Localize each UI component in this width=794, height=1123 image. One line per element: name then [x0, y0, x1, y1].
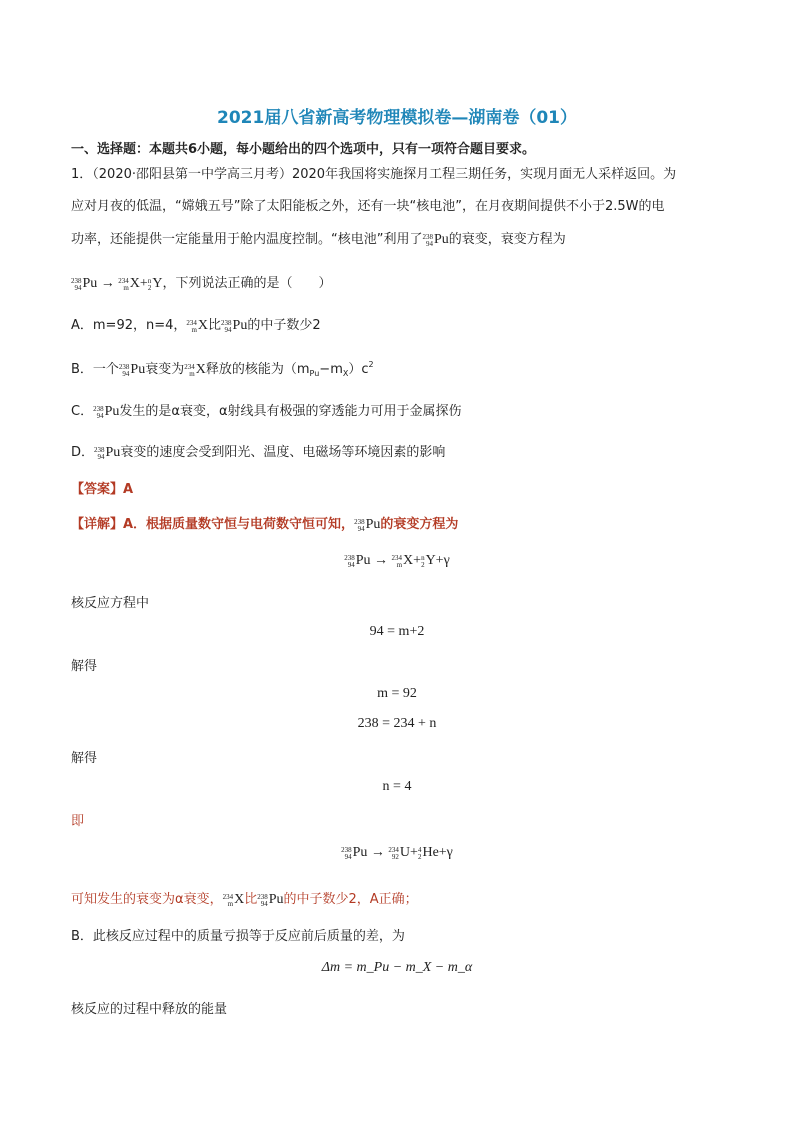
conclusion-a: 可知发生的衰变为α衰变， 234 m X比 238 94 Pu的中子数少2，A正确；	[71, 892, 418, 908]
option-d[interactable]: D． 238 94 Pu衰变的速度会受到阳光、温度、电磁场等环境因素的影响	[71, 445, 446, 461]
so-label: 即	[71, 814, 85, 829]
decay-equation-line: 238 94 Pu → 234 m X+ n 2 Y，下列说法正确的是（ ）	[71, 276, 332, 292]
answer-label: 【答案】A	[71, 482, 134, 497]
solve-label-2: 解得	[71, 751, 98, 766]
question-text: 的衰变，衰变方程为	[448, 232, 566, 247]
equation-alpha-decay: 238 94 Pu → 234 92 U+ 4 2 He+γ	[341, 845, 453, 861]
detail-intro: 【详解】A．根据质量数守恒与电荷数守恒可知， 238 94 Pu的衰变方程为	[71, 517, 459, 533]
option-a[interactable]: A．m=92，n=4， 234 m X比 238 94 Pu的中子数少2	[71, 318, 321, 334]
option-b-explanation: B．此核反应过程中的质量亏损等于反应前后质量的差，为	[71, 929, 405, 944]
equation-decay-full: 238 94 Pu → 234 m X+ n 2 Y+γ	[344, 553, 450, 569]
nuclide-pu: 238 94	[422, 233, 433, 248]
question-line-3: 功率，还能提供一定能量用于舱内温度控制。“核电池”利用了 238 94 Pu的衰变，衰变方程为	[71, 232, 566, 248]
question-line-2: 应对月夜的低温，“嫦娥五号”除了太阳能板之外，还有一块“核电池”，在月夜期间提供不小于2.5W的电	[71, 199, 665, 214]
page-title: 2021届八省新高考物理模拟卷—湖南卷（01）	[217, 108, 577, 128]
option-b[interactable]: B．一个 238 94 Pu衰变为 234 m X释放的核能为$(m_{Pu}-m_X)c^2$	[71, 360, 374, 378]
section-heading: 一、选择题：本题共6小题，每小题给出的四个选项中，只有一项符合题目要求。	[71, 142, 536, 157]
detail-heading: 核反应方程中	[71, 596, 150, 611]
energy-label: 核反应的过程中释放的能量	[71, 1002, 228, 1017]
equation-2: m = 92	[377, 686, 417, 701]
option-c[interactable]: C． 238 94 Pu发生的是α衰变，α射线具有极强的穿透能力可用于金属探伤	[71, 404, 462, 420]
question-text: 功率，还能提供一定能量用于舱内温度控制。“核电池”利用了	[71, 232, 423, 247]
equation-4: n = 4	[382, 779, 412, 794]
equation-1: 94 = m+2	[369, 624, 425, 639]
question-text: ，下列说法正确的是（ ）	[162, 276, 332, 291]
solve-label-1: 解得	[71, 659, 98, 674]
equation-3: 238 = 234 + n	[357, 716, 437, 731]
question-line-1: 1．（2020·邵阳县第一中学高三月考）2020年我国将实施探月工程三期任务，实现月面无人采样返回。为	[71, 167, 677, 182]
equation-mass-defect: Δm = m_Pu − m_X − m_α	[321, 960, 473, 975]
